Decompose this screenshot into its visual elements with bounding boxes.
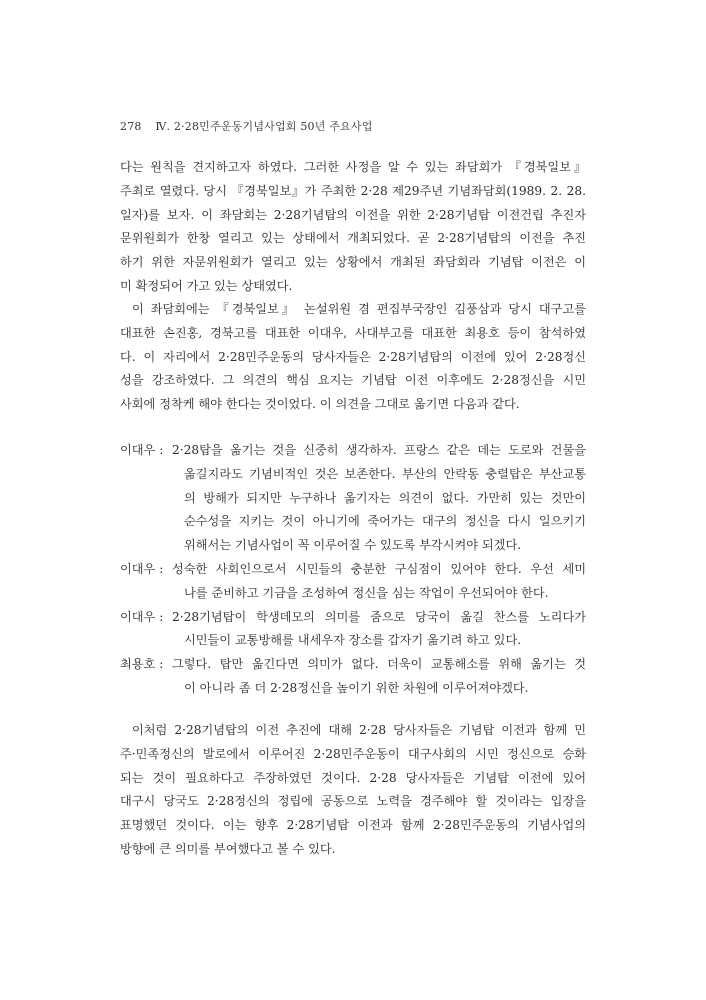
speech-line: 나를 준비하고 기금을 조성하여 정신을 심는 작업이 우선되어야 한다. (184, 585, 549, 600)
speaker-label: 이대우 : (120, 561, 164, 576)
text-line: 표명했던 것이다. 이는 향후 2·28기념탑 이전과 함께 2·28민주운동의 기념사업의 (120, 818, 586, 833)
speech-item (120, 653, 586, 701)
speech-line: 2·28탑을 옮기는 것을 신중히 생각하자. 프랑스 같은 데는 도로와 건물을 (172, 443, 586, 457)
text-line: 주·민족정신의 발로에서 이루어진 2·28민주운동이 대구사회의 시민 정신으로 승화 (120, 746, 586, 761)
speech-line: 위해서는 기념사업이 꼭 이루어질 수 있도록 부각시켜야 되겠다. (184, 538, 522, 553)
speech-item (120, 558, 586, 606)
section-title: Ⅳ. 2·28민주운동기념사업회 50년 주요사업 (155, 120, 373, 133)
running-header (120, 118, 373, 134)
speech-line: 시민들이 교통방해를 내세우자 장소를 갑자기 옮기려 하고 있다. (184, 633, 522, 648)
speech-line: 의 방해가 되지만 누구하나 옮기자는 의견이 없다. 가만히 있는 것만이 (184, 490, 586, 505)
speech-line: 순수성을 지키는 것이 아니기에 죽어가는 대구의 정신을 다시 일으키기 (184, 514, 586, 529)
page-number: 278 (120, 120, 142, 133)
text-line: 되는 것이 필요하다고 주장하였던 것이다. 2·28 당사자들은 기념탑 이전에 있어 (120, 770, 586, 785)
speech-line: 2·28기념탑이 학생데모의 의미를 줌으로 당국이 옮길 찬스를 노리다가 (172, 609, 586, 624)
text-line: 하기 위한 자문위원회가 열리고 있는 상황에서 개최된 좌담회라 기념탑 이전은 이 (120, 255, 586, 270)
text-line: 일자)를 보자. 이 좌담회는 2·28기념탑의 이전을 위한 2·28기념탑 이전건립 추진자 (120, 207, 586, 222)
speaker-label: 이대우 : (120, 443, 164, 457)
text-line: 다. 이 자리에서 2·28민주운동의 당사자들은 2·28기념탑의 이전에 있어 2·28정신 (120, 349, 586, 364)
text-line: 문위원회가 한창 열리고 있는 상태에서 개최되었다. 곧 2·28기념탑의 이전을 추진 (120, 231, 586, 246)
speech-line: 이 아니라 좀 더 2·28정신을 높이기 위한 차원에 이루어져야겠다. (184, 680, 529, 695)
text-line: 미 확정되어 가고 있는 상태였다. (120, 278, 293, 293)
speech-item (120, 606, 586, 654)
speech-line: 옮길지라도 기념비적인 것은 보존한다. 부산의 안락동 충렬탑은 부산교통 (184, 466, 586, 481)
dialogue-block (120, 439, 586, 701)
speaker-label: 최용호 : (120, 657, 164, 672)
text-line: 다는 원칙을 견지하고자 하였다. 그러한 사정을 알 수 있는 좌담회가 『경북일보』 (120, 160, 586, 174)
paragraph-3 (120, 719, 586, 862)
text-line: 대표한 손진홍, 경북고를 대표한 이대우, 사대부고를 대표한 최용호 등이 참석하였 (120, 325, 586, 340)
paragraph-1 (120, 156, 586, 299)
text-line: 성을 강조하였다. 그 의견의 핵심 요지는 기념탑 이전 이후에도 2·28정신을 시민 (120, 373, 586, 388)
speech-item (120, 439, 586, 558)
paragraph-2 (120, 298, 586, 417)
text-line: 사회에 정착케 해야 한다는 것이었다. 이 의견을 그대로 옮기면 다음과 같다. (120, 397, 520, 412)
text-line: 이처럼 2·28기념탑의 이전 추진에 대해 2·28 당사자들은 기념탑 이전과 함께 민 (132, 723, 586, 737)
speaker-label: 이대우 : (120, 609, 164, 624)
text-line: 주최로 열렸다. 당시 『경북일보』가 주최한 2·28 제29주년 기념좌담회(1989. 2. 28. (120, 183, 586, 198)
text-line: 방향에 큰 의미를 부여했다고 볼 수 있다. (120, 841, 336, 856)
text-line: 대구시 당국도 2·28정신의 정립에 공동으로 노력을 경주해야 할 것이라는 입장을 (120, 794, 586, 809)
text-line: 이 좌담회에는 『경북일보』 논설위원 겸 편집부국장인 김풍삼과 당시 대구고를 (132, 302, 586, 316)
speech-line: 그렇다. 탑만 옮긴다면 의미가 없다. 더욱이 교통해소를 위해 옮기는 것 (172, 657, 586, 672)
speech-line: 성숙한 사회인으로서 시민들의 충분한 구심점이 있어야 한다. 우선 세미 (172, 561, 586, 576)
